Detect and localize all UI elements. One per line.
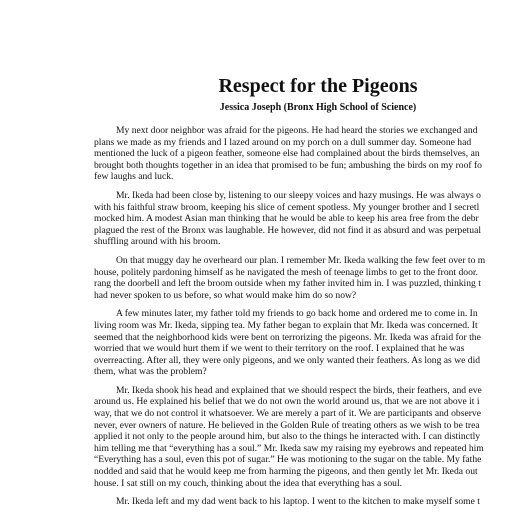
paragraph (94, 496, 512, 508)
paragraph-line: never, ever owners of nature. He believed in the Golden Rule of treating others as we wish to be trea (94, 419, 480, 431)
paragraph-line: brought both thoughts together in an idea that promised to be fun; ambushing the birds on my roof fo (94, 159, 482, 171)
paragraph-line: overreacting. After all, they were only pigeons, and we only wanted their feathers. As long as we did (94, 354, 481, 366)
paragraph-line: mocked him. A modest Asian man thinking that he would be able to keep his area free from the debr (94, 213, 479, 225)
paragraph-line: shuffling around with his broom. (94, 236, 221, 248)
paragraph-line: house, politely pardoning himself as he navigated the mesh of teenage limbs to get to the front door. (94, 266, 478, 278)
paragraph-line: around us. He explained his belief that we do not own the world around us, that we are not above it i (94, 396, 480, 408)
paragraph-line: few laughs and luck. (94, 171, 174, 183)
paragraph-line: had never spoken to us before, so what would make him do so now? (94, 289, 357, 301)
document-body (94, 125, 512, 512)
paragraph-line: Mr. Ikeda left and my dad went back to his laptop. I went to the kitchen to make myself some t (116, 496, 480, 508)
paragraph (94, 385, 512, 489)
paragraph-line: worried that we would hurt them if we went to their territory on the roof. I explained that he was (94, 343, 465, 355)
paragraph-line: mentioned the luck of a pigeon feather, someone else had complained about the birds themselves, an (94, 148, 480, 160)
paragraph-line: applied it not only to the people around him, but also to the things he interacted with. I can distinctly (94, 431, 481, 443)
paragraph-line: them, what was the problem? (94, 366, 207, 378)
paragraph-line: him telling me that “everything has a soul.” Mr. Ikeda saw my raising my eyebrows and repeated him (94, 442, 484, 454)
paragraph-line: “Everything has a soul, even this pot of sugar.” He was motioning to the sugar on the table. My fathe (94, 454, 482, 466)
paragraph-line: plagued the rest of the Bronx was laughable. He however, did not find it as absurd and was perpetual (94, 224, 481, 236)
paragraph-line: living room was Mr. Ikeda, sipping tea. My father began to explain that Mr. Ikeda was concerned. It (94, 319, 478, 331)
paragraph-line: Mr. Ikeda had been close by, listening to our sleepy voices and hazy musings. He was always o (116, 189, 481, 201)
paragraph (94, 308, 512, 378)
paragraph-line: On that muggy day he overheard our plan. I remember Mr. Ikeda walking the few feet over to m (116, 254, 486, 266)
document-title: Respect for the Pigeons (218, 75, 418, 97)
paragraph-line: plans we made as my friends and I lazed around on my porch on a dull summer day. Someone had (94, 136, 472, 148)
author-byline: Jessica Joseph (Bronx High School of Science) (219, 102, 417, 113)
paragraph-line: A few minutes later, my father told my friends to go back home and ordered me to come in. In (116, 308, 478, 320)
paragraph (94, 125, 512, 183)
paragraph (94, 255, 512, 301)
paragraph-line: rang the doorbell and left the broom outside when my father invited him in. I was puzzled, thinking t (94, 278, 481, 290)
paragraph-line: nodded and said that he would keep me from harming the pigeons, and then gently let Mr. Ikeda out (94, 466, 478, 478)
paragraph (94, 190, 512, 248)
paragraph-line: with his faithful straw broom, keeping his slice of cement spotless. My younger brother and I secretl (94, 201, 480, 213)
paragraph-line: My next door neighbor was afraid for the pigeons. He had heard the stories we exchanged and (116, 125, 478, 136)
paragraph-line: house. I sat still on my couch, thinking about the idea that everything has a soul. (94, 477, 403, 489)
paragraph-line: Mr. Ikeda shook his head and explained that we should respect the birds, their feathers, and eve (116, 384, 482, 396)
paragraph-line: way, that we do not control it whatsoever. We are merely a part of it. We are participants and observe (94, 408, 481, 420)
paragraph-line: seemed that the neighborhood kids were bent on terrorizing the pigeons. Mr. Ikeda was afraid for the (94, 331, 481, 343)
